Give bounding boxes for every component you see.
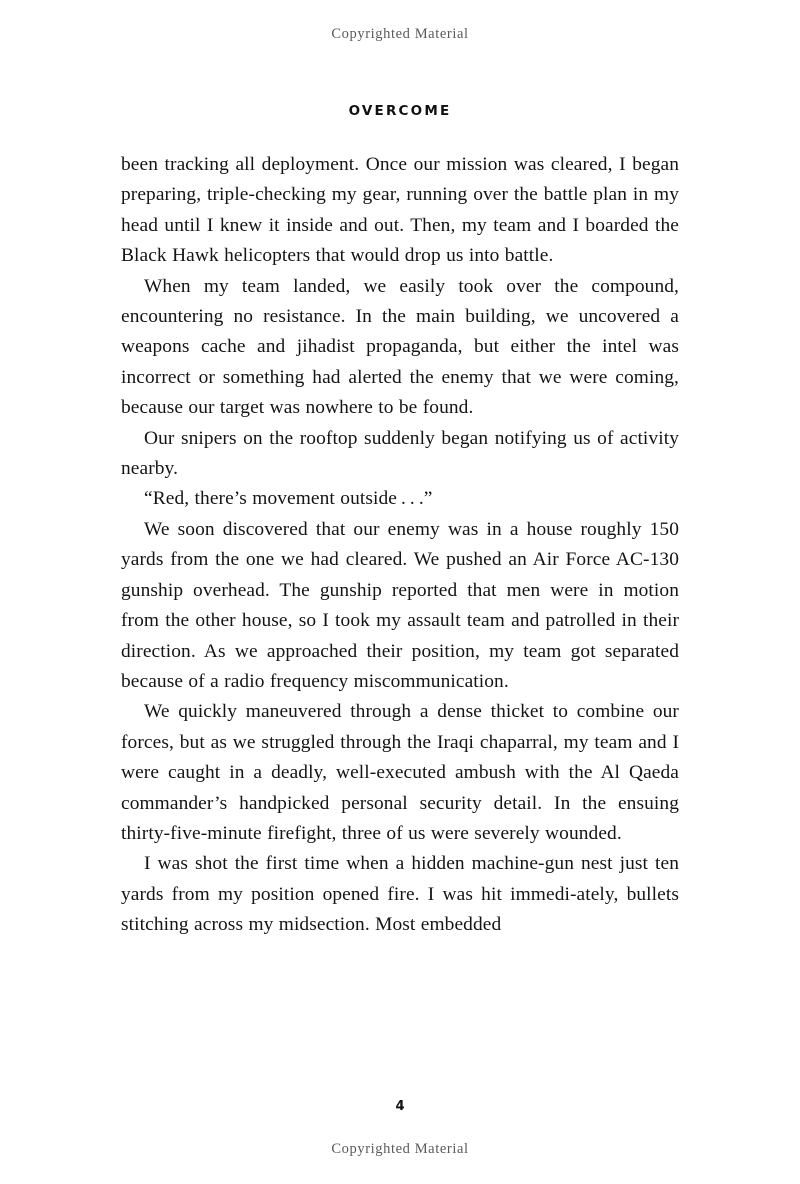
paragraph: Our snipers on the rooftop suddenly began notifying us of activity nearby. — [121, 427, 679, 480]
paragraph: been tracking all deployment. Once our mission was cleared, I began preparing, triple-checking my gear, running over the battle plan in my head until I knew it inside and out. Then, my team and I boarded the Black Hawk helicopters that would drop us into battle. — [121, 154, 679, 267]
paragraph-dialogue: “Red, there’s movement outside . . .” — [144, 488, 433, 510]
copyright-watermark-top: Copyrighted Material — [331, 26, 469, 42]
paragraph: We quickly maneuvered through a dense thicket to combine our forces, but as we struggled through the Iraqi chaparral, my team and I were caught in a deadly, well-executed ambush with the Al Qaeda commander’s handpicked personal security detail. In the ensuing thirty-five-minute firefight, three of us were severely wounded. — [121, 701, 679, 844]
page-number: 4 — [395, 1099, 405, 1114]
paragraph: I was shot the first time when a hidden machine-gun nest just ten yards from my position opened fire. I was hit immedi-ately, bullets stitching across my midsection. Most embedded — [121, 853, 679, 936]
paragraph: When my team landed, we easily took over the compound, encountering no resistance. In the main building, we uncovered a weapons cache and jihadist propaganda, but either the intel was incorrect or something had alerted the enemy that we were coming, because our target was nowhere to be found. — [121, 275, 679, 419]
page-body-text — [121, 150, 679, 941]
copyright-watermark-bottom: Copyrighted Material — [331, 1141, 469, 1157]
paragraph: We soon discovered that our enemy was in a house roughly 150 yards from the one we had cleared. We pushed an Air Force AC-130 gunship overhead. The gunship reported that men were in motion from the other house, so I took my assault team and patrolled in their direction. As we approached their position, my team got separated because of a radio frequency miscommunication. — [121, 518, 679, 692]
running-head-title: OVERCOME — [348, 103, 452, 119]
